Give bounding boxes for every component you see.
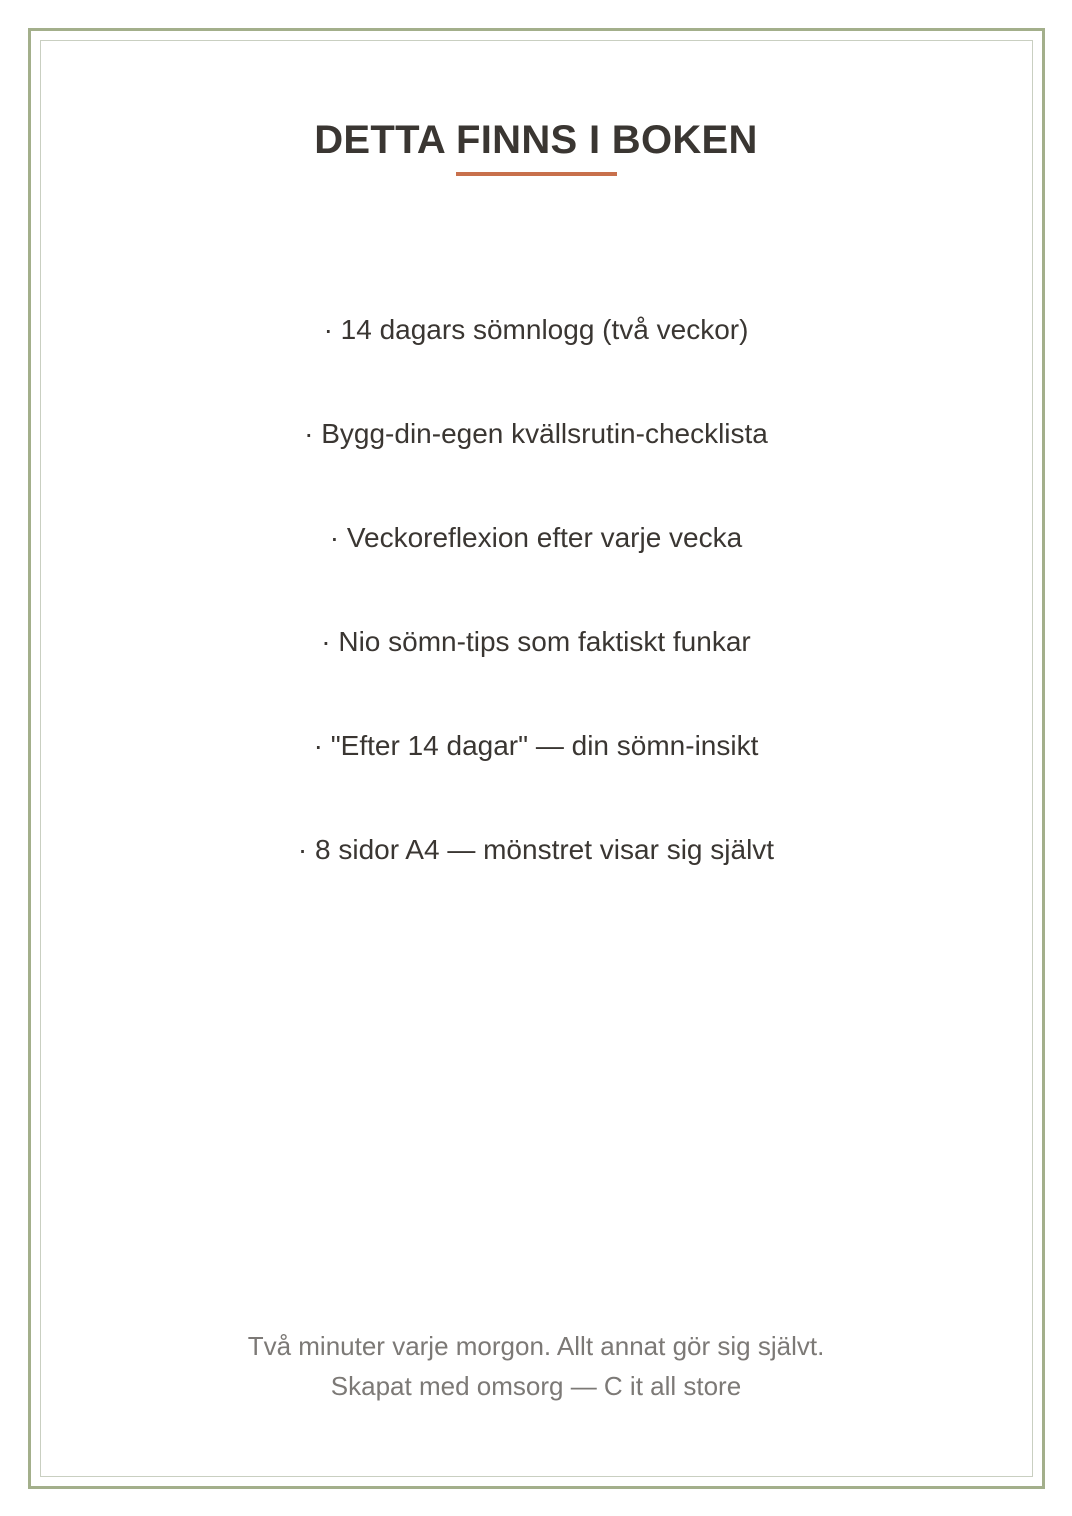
footer-credit: Skapat med omsorg — C it all store xyxy=(330,1371,742,1401)
list-item: · Bygg-din-egen kvällsrutin-checklista xyxy=(304,418,768,449)
list-item: · 8 sidor A4 — mönstret visar sig självt xyxy=(297,834,775,865)
list-item: · 14 dagars sömnlogg (två veckor) xyxy=(323,314,749,345)
list-item: · Nio sömn-tips som faktiskt funkar xyxy=(321,626,751,657)
title-underline xyxy=(456,172,617,176)
page-title: DETTA FINNS I BOKEN xyxy=(314,118,758,162)
list-item: · Veckoreflexion efter varje vecka xyxy=(329,522,743,553)
list-item: · "Efter 14 dagar" — din sömn-insikt xyxy=(313,730,759,761)
footer-tagline: Två minuter varje morgon. Allt annat gör sig självt. xyxy=(247,1331,825,1361)
